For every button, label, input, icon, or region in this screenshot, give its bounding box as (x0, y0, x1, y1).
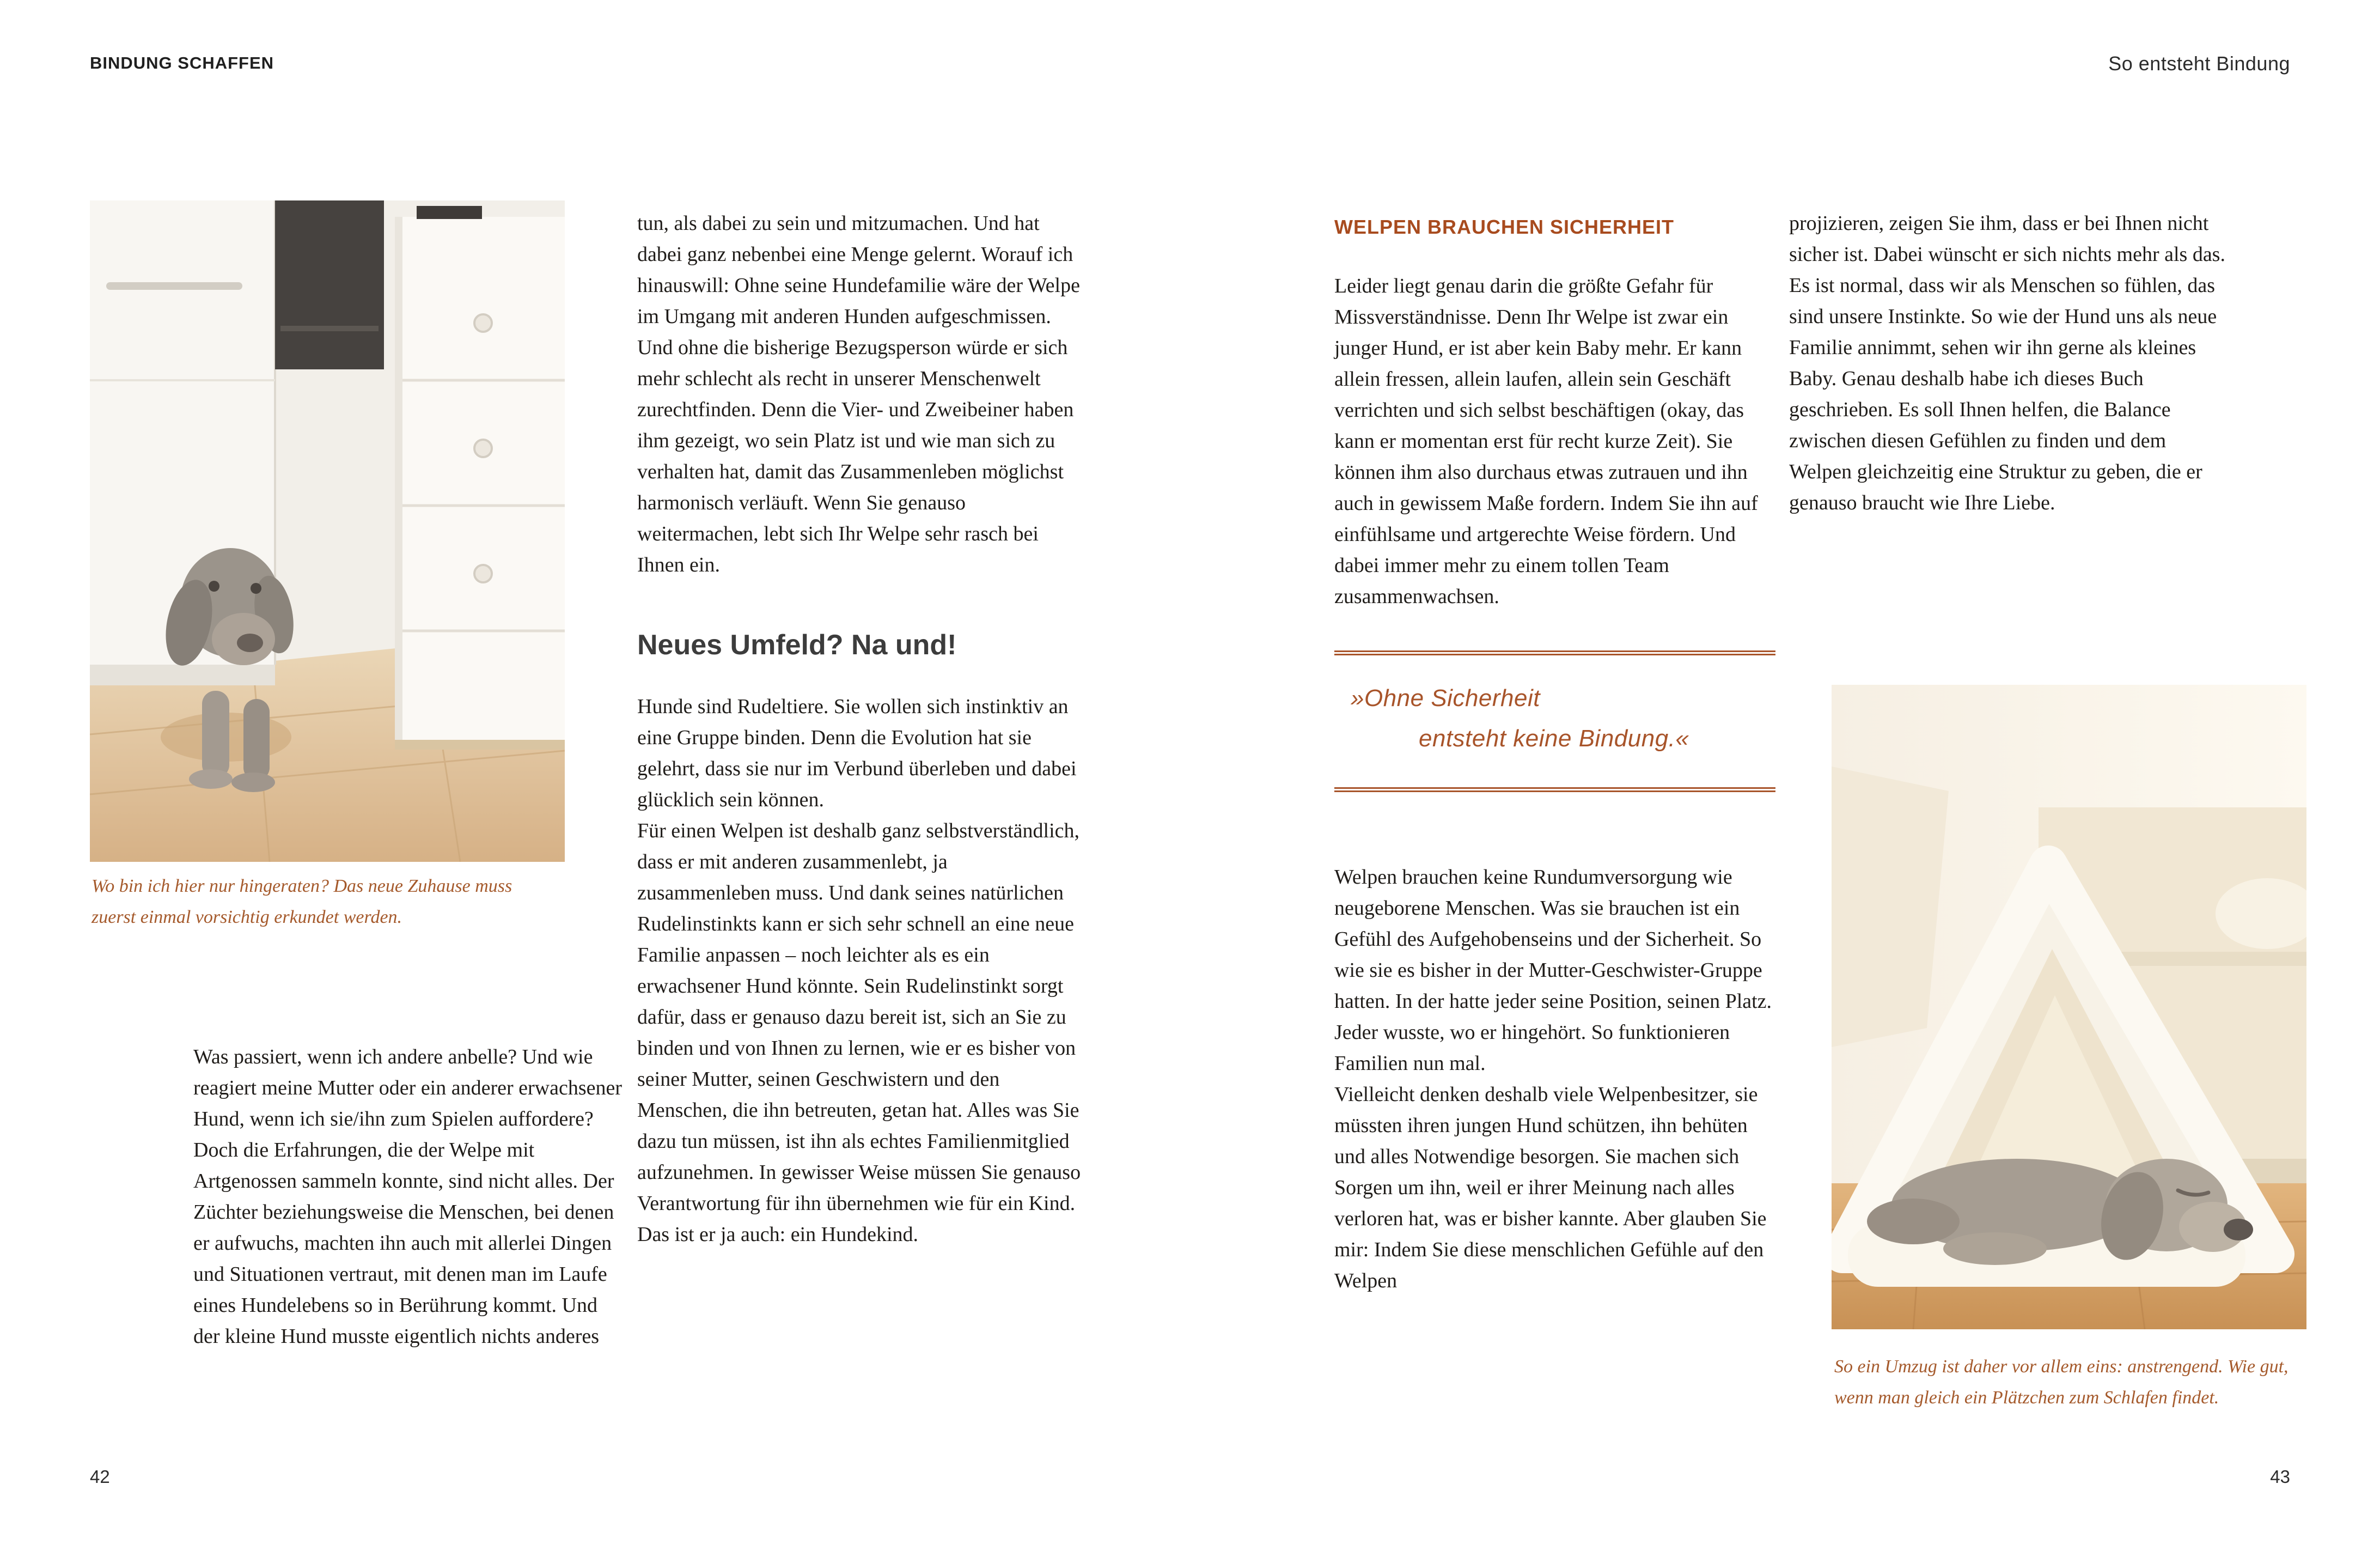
running-head-right: So entsteht Bindung (2108, 52, 2290, 75)
pull-quote-text (1334, 678, 1775, 759)
left-photo-caption: Wo bin ich hier nur hingeraten? Das neue Zuhause muss zuerst einmal vorsichtig erkundet werden. (91, 876, 512, 927)
page-number-right: 43 (2270, 1467, 2290, 1487)
puppy-paw (231, 773, 275, 792)
paragraph: Was passiert, wenn ich andere anbelle? Und wie reagiert meine Mutter oder ein anderer erwachsener Hund, wenn ich sie/ihn zum Spielen auffordere? (193, 1045, 623, 1130)
paragraph: Welpen brauchen keine Rundumversorgung wie neugeborene Menschen. Was sie brauchen ist ein Gefühl des Aufgehobenseins und der Sicherheit. So wie sie es bisher in der Mutter-Geschwister-Gruppe hatten. In der hatte jeder seine Position, seinen Platz. Jeder wusste, wo er hingehört. So funktionieren Familien nun mal. (1334, 866, 1772, 1075)
paragraph: Vielleicht denken deshalb viele Welpenbesitzer, sie müssten ihren jungen Hund schützen, ihn behüten und alles Notwendige besorgen. Sie machen sich Sorgen um ihn, weil er ihrer Meinung nach alles verloren hat, was er bisher kannte. Aber glauben Sie mir: Indem Sie diese menschlichen Gefühle auf den Welpen (1334, 1083, 1767, 1292)
photo-puppy-exploring-kitchen-illustration (90, 200, 565, 862)
drawer-knob (474, 440, 492, 457)
right-photo-caption: So ein Umzug ist daher vor allem eins: anstrengend. Wie gut, wenn man gleich ein Plätzchen zum Schlafen findet. (1834, 1357, 2289, 1408)
section-heading-welpen-sicherheit: WELPEN BRAUCHEN SICHERHEIT (1334, 216, 1675, 238)
pull-quote-line: entsteht keine Bindung.« (1419, 725, 1689, 752)
puppy-eye (209, 581, 219, 592)
paragraph: Doch die Erfahrungen, die der Welpe mit Artgenossen sammeln konnte, sind nicht alles. Der Züchter beziehungsweise die Menschen, bei denen er aufwuchs, machten ihn auch mit allerlei Dingen und Situationen vertraut, mit denen man im Laufe eines Hundelebens so in Berührung kommt. Und der kleine Hund musste eigentlich nichts anderes (193, 1139, 614, 1348)
paragraph: projizieren, zeigen Sie ihm, dass er bei Ihnen nicht sicher ist. Dabei wünscht er sich nichts mehr als das. (1789, 212, 2225, 266)
white-drawer-unit (395, 206, 565, 750)
pull-quote-rule-bottom (1334, 787, 1775, 792)
paragraph: Für einen Welpen ist deshalb ganz selbstverständlich, dass er mit anderen zusammenlebt, ja zusammenleben muss. Und dank seines natürlichen Rudelinstinkts kann er sich sehr schnell an eine neue Familie anpassen – noch leichter als es ein erwachsener Hund könnte. Sein Rudelinstinkt sorgt dafür, dass er genauso dazu bereit ist, sich an Sie zu binden und von Ihnen zu lernen, wie er es bisher von seiner Mutter, seinen Geschwistern und den Menschen, die ihn betreuten, getan hat. Alles was Sie dazu tun müssen, ist ihn als echtes Familienmitglied aufzunehmen. In gewisser Weise müssen Sie genauso Verantwortung für ihn übernehmen wie für ein Kind. Das ist er ja auch: ein Hundekind. (637, 819, 1081, 1246)
puppy-eye (251, 583, 261, 594)
section-heading-neues-umfeld: Neues Umfeld? Na und! (637, 629, 957, 661)
puppy-nose (237, 634, 263, 652)
dark-appliance (275, 200, 384, 369)
drawer-knob (474, 565, 492, 582)
drawer-knob (474, 314, 492, 332)
paragraph: Leider liegt genau darin die größte Gefahr für Missverständnisse. Denn Ihr Welpe ist zwar ein junger Hund, er ist aber kein Baby mehr. Er kann allein fressen, allein laufen, allein sein Geschäft verrichten und sich selbst beschäftigen (okay, das kann er momentan erst für recht kurze Zeit). Sie können ihm also durchaus etwas zutrauen und ihn auch in gewissem Maße fordern. Indem Sie ihn auf einfühlsame und artgerechte Weise fördern. Und dabei immer mehr zu einem tollen Team zusammenwachsen. (1334, 275, 1758, 608)
puppy-front-leg (1943, 1232, 2047, 1265)
puppy-hind-leg (1867, 1199, 1960, 1244)
running-head-left: BINDUNG SCHAFFEN (90, 53, 274, 72)
puppy-front-leg (202, 691, 229, 778)
right-column-1 (1334, 215, 1775, 1297)
puppy-paw (189, 769, 233, 789)
cabinet-handle (106, 282, 242, 290)
paragraph: Hunde sind Rudeltiere. Sie wollen sich instinktiv an eine Gruppe binden. Denn die Evolution hat sie gelehrt, dass sie nur im Verbund überleben und dabei glücklich sein können. (637, 695, 1077, 811)
photo-puppy-exploring-kitchen (90, 200, 565, 862)
paragraph: tun, als dabei zu sein und mitzumachen. Und hat dabei ganz nebenbei eine Menge gelernt. Worauf ich hinauswill: Ohne seine Hundefamilie wäre der Welpe im Umgang mit anderen Hunden aufgeschmissen. Und ohne die bisherige Bezugsperson würde er sich mehr schlecht als recht in unserer Menschenwelt zurechtfinden. Denn die Vier- und Zweibeiner haben ihm gezeigt, wo sein Platz ist und wie man sich zu verhalten hat, damit das Zusammenleben möglichst harmonisch verläuft. Wenn Sie genauso weitermachen, lebt sich Ihr Welpe sehr rasch bei Ihnen ein. (637, 212, 1080, 576)
page-number-left: 42 (90, 1467, 110, 1487)
pull-quote-rule-top (1334, 650, 1775, 655)
paragraph: Es ist normal, dass wir als Menschen so fühlen, das sind unsere Instinkte. So wie der Hund uns als neue Familie annimmt, sehen wir ihn gerne als kleines Baby. Genau deshalb habe ich dieses Buch geschrieben. Es soll Ihnen helfen, die Balance zwischen diesen Gefühlen zu finden und dem Welpen gleichzeitig eine Struktur zu geben, die er genauso braucht wie Ihre Liebe. (1789, 274, 2217, 514)
puppy-nose (2224, 1219, 2253, 1240)
photo-puppy-sleeping-cave (1832, 685, 2306, 1329)
puppy-front-leg (243, 699, 270, 781)
left-column-1 (193, 1042, 624, 1352)
pull-quote-line: »Ohne Sicherheit (1351, 685, 1540, 711)
right-column-2 (1789, 208, 2233, 519)
left-column-2 (637, 208, 1081, 1250)
items-on-dresser (417, 206, 482, 219)
photo-puppy-sleeping-cave-illustration (1832, 685, 2306, 1329)
pull-quote (1334, 650, 1775, 792)
